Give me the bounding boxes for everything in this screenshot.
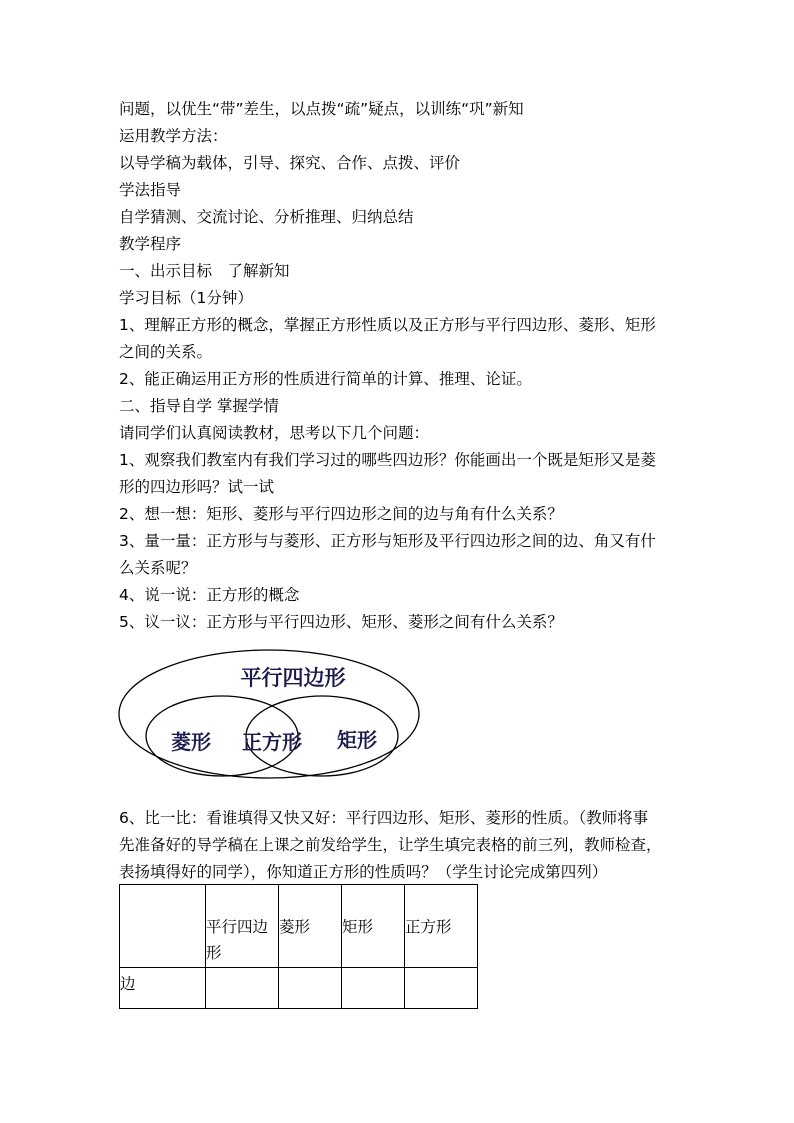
text-line: 学法指导: [119, 181, 182, 199]
table-header-cell: [120, 885, 206, 968]
text-line: 请同学们认真阅读教材，思考以下几个问题：: [119, 424, 430, 442]
table-cell: [206, 968, 279, 1009]
text-line: 4、说一说：正方形的概念: [119, 586, 300, 604]
venn-diagram: [117, 648, 427, 783]
properties-table: [119, 884, 478, 1009]
text-line: 教学程序: [119, 235, 182, 253]
text-line: 一、出示目标 了解新知: [119, 262, 290, 280]
text-line: 3、量一量：正方形与与菱形、正方形与矩形及平行四边形之间的边、角又有什: [119, 532, 656, 550]
text-line: 么关系呢？: [119, 559, 197, 577]
table-header-cell: 菱形: [279, 885, 342, 968]
body-text-bottom: [119, 805, 689, 886]
text-line: 1、观察我们教室内有我们学习过的哪些四边形？你能画出一个既是矩形又是菱: [119, 451, 656, 469]
table-cell: 边: [120, 968, 206, 1009]
body-text-top: [119, 96, 689, 636]
text-line: 以导学稿为载体，引导、探究、合作、点拨、评价: [119, 154, 461, 172]
table-row: [120, 968, 478, 1009]
text-line: 问题，以优生“带”差生，以点拨“疏”疑点，以训练“巩”新知: [119, 100, 524, 118]
text-line: 2、想一想：矩形、菱形与平行四边形之间的边与角有什么关系？: [119, 505, 563, 523]
table-header-cell: 平行四边形: [206, 885, 279, 968]
text-line: 二、指导自学 掌握学情: [119, 397, 279, 415]
center-label: 正方形: [242, 730, 302, 754]
text-line: 自学猜测、交流讨论、分析推理、归纳总结: [119, 208, 414, 226]
table-cell: [279, 968, 342, 1009]
table-cell: [405, 968, 478, 1009]
text-line: 运用教学方法：: [119, 127, 228, 145]
text-line: 之间的关系。: [119, 343, 213, 361]
text-line: 表扬填得好的同学），你知道正方形的性质吗？（学生讨论完成第四列）: [119, 863, 608, 881]
outer-label: 平行四边形: [240, 665, 346, 690]
text-line: 6、比一比：看谁填得又快又好：平行四边形、矩形、菱形的性质。（教师将事: [119, 809, 649, 827]
text-line: 先准备好的导学稿在上课之前发给学生，让学生填完表格的前三列，教师检查，: [119, 836, 662, 854]
text-line: 5、议一议：正方形与平行四边形、矩形、菱形之间有什么关系？: [119, 613, 563, 631]
text-line: 形的四边形吗？试一试: [119, 478, 275, 496]
venn-svg: [117, 648, 427, 783]
text-line: 2、能正确运用正方形的性质进行简单的计算、推理、论证。: [119, 370, 532, 388]
right-label: 矩形: [337, 728, 377, 752]
table-header-row: [120, 885, 478, 968]
text-line: 学习目标（1分钟）: [119, 289, 253, 307]
table-header-cell: 正方形: [405, 885, 478, 968]
text-line: 1、理解正方形的概念，掌握正方形性质以及正方形与平行四边形、菱形、矩形: [119, 316, 656, 334]
left-label: 菱形: [171, 730, 211, 754]
table-header-cell: 矩形: [342, 885, 405, 968]
table-cell: [342, 968, 405, 1009]
